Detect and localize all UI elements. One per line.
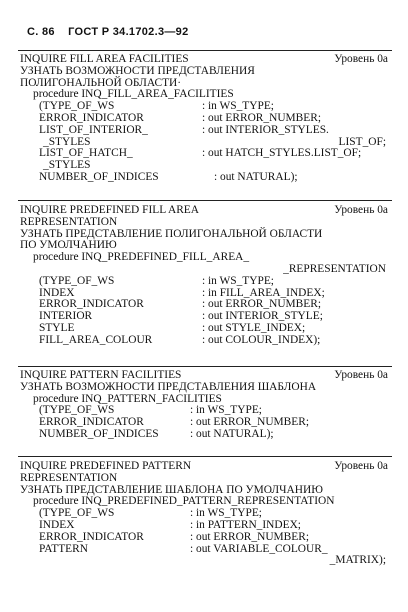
argument-name: NUMBER_OF_INDICES	[39, 170, 159, 183]
argument-row	[18, 429, 392, 441]
argument-name: _STYLES	[43, 159, 91, 172]
argument-value: : out INTERIOR_STYLES.	[202, 123, 329, 136]
section-divider	[18, 200, 392, 201]
argument-value: : out VARIABLE_COLOUR_	[190, 542, 328, 555]
argument-name: NUMBER_OF_INDICES	[39, 427, 159, 440]
procedure-name: procedure INQ_FILL_AREA_FACILITIES	[33, 88, 234, 101]
level-label: Уровень 0а	[334, 53, 388, 65]
argument-name: (TYPE_OF_WS	[39, 274, 115, 287]
section-title: УЗНАТЬ ПРЕДСТАВЛЕНИЕ ПОЛИГОНАЛЬНОЙ ОБЛАСТИ	[20, 227, 323, 240]
argument-value: : in WS_TYPE;	[190, 404, 262, 417]
argument-value: : out ERROR_NUMBER;	[190, 416, 309, 429]
argument-value: : out STYLE_INDEX;	[202, 321, 306, 334]
argument-name: (TYPE_OF_WS	[39, 507, 115, 520]
argument-name: (TYPE_OF_WS	[39, 404, 115, 417]
argument-name: INTERIOR	[39, 310, 93, 323]
argument-value: : out ERROR_NUMBER;	[190, 530, 309, 543]
argument-value: : out HATCH_STYLES.LIST_OF;	[202, 147, 362, 160]
procedure-name: procedure INQ_PREDEFINED_FILL_AREA_	[33, 251, 250, 264]
argument-value: : in PATTERN_INDEX;	[190, 518, 301, 531]
procedure-name: procedure INQ_PREDEFINED_PATTERN_REPRESENTATION	[33, 495, 335, 508]
section-title: ПО УМОЛЧАНИЮ	[20, 239, 117, 252]
procedure-name-continued: _REPRESENTATION	[283, 262, 386, 275]
argument-value: : in WS_TYPE;	[202, 274, 274, 287]
argument-value: : in FILL_AREA_INDEX;	[202, 286, 325, 299]
argument-value: _MATRIX);	[329, 554, 386, 567]
section-predefined-fill-area	[18, 205, 392, 347]
level-label: Уровень 0а	[334, 369, 388, 381]
section-title: INQUIRE PREDEFINED FILL AREA	[20, 204, 199, 216]
argument-value: : out COLOUR_INDEX);	[202, 333, 321, 346]
argument-name: _STYLES	[43, 135, 91, 148]
standard-code: ГОСТ Р 34.1702.3—92	[68, 26, 189, 38]
section-title: УЗНАТЬ ВОЗМОЖНОСТИ ПРЕДСТАВЛЕНИЯ ШАБЛОНА	[20, 380, 317, 393]
section-title: УЗНАТЬ ВОЗМОЖНОСТИ ПРЕДСТАВЛЕНИЯ	[20, 64, 255, 77]
section-divider	[18, 366, 392, 367]
argument-name: FILL_AREA_COLOUR	[39, 333, 153, 346]
argument-name: INDEX	[39, 286, 75, 299]
procedure-name: procedure INQ_PATTERN_FACILITIES	[33, 392, 222, 405]
argument-name: INDEX	[39, 518, 75, 531]
section-title: УЗНАТЬ ПРЕДСТАВЛЕНИЕ ШАБЛОНА ПО УМОЛЧАНИЮ	[20, 483, 323, 496]
section-fill-area-facilities	[18, 54, 392, 184]
argument-name: LIST_OF_HATCH_	[39, 147, 133, 160]
argument-name: LIST_OF_INTERIOR_	[39, 123, 148, 136]
argument-value: : out ERROR_NUMBER;	[202, 111, 321, 124]
argument-name: ERROR_INDICATOR	[39, 530, 144, 543]
argument-name: ERROR_INDICATOR	[39, 416, 144, 429]
argument-row	[18, 125, 392, 137]
section-pattern-facilities	[18, 370, 392, 441]
argument-value: : out ERROR_NUMBER;	[202, 298, 321, 311]
section-title: REPRESENTATION	[20, 471, 118, 484]
level-label: Уровень 0а	[334, 460, 388, 472]
section-title: INQUIRE PATTERN FACILITIES	[20, 369, 182, 381]
argument-name: ERROR_INDICATOR	[39, 111, 144, 124]
argument-value: : in WS_TYPE;	[202, 100, 274, 113]
section-divider	[18, 50, 392, 51]
argument-value: : out NATURAL);	[190, 427, 274, 440]
section-title: ПОЛИГОНАЛЬНОЙ ОБЛАСТИ·	[20, 76, 182, 89]
level-label: Уровень 0а	[334, 204, 388, 216]
section-divider	[18, 456, 392, 457]
argument-name: ERROR_INDICATOR	[39, 298, 144, 311]
argument-row	[18, 172, 392, 184]
argument-row	[18, 555, 392, 567]
section-title: INQUIRE PREDEFINED PATTERN	[20, 460, 192, 472]
argument-value: LIST_OF;	[338, 135, 386, 148]
argument-value: : in WS_TYPE;	[190, 507, 262, 520]
argument-name: PATTERN	[39, 542, 88, 555]
argument-value: : out INTERIOR_STYLE;	[202, 310, 323, 323]
argument-name: STYLE	[39, 321, 75, 334]
section-predefined-pattern	[18, 461, 392, 567]
argument-name: (TYPE_OF_WS	[39, 100, 115, 113]
section-title: REPRESENTATION	[20, 215, 118, 228]
section-title: INQUIRE FILL AREA FACILITIES	[20, 53, 189, 65]
page-number: С. 86	[27, 26, 55, 38]
argument-value: : out NATURAL);	[214, 170, 298, 183]
page-header	[27, 26, 199, 38]
argument-row	[18, 335, 392, 347]
